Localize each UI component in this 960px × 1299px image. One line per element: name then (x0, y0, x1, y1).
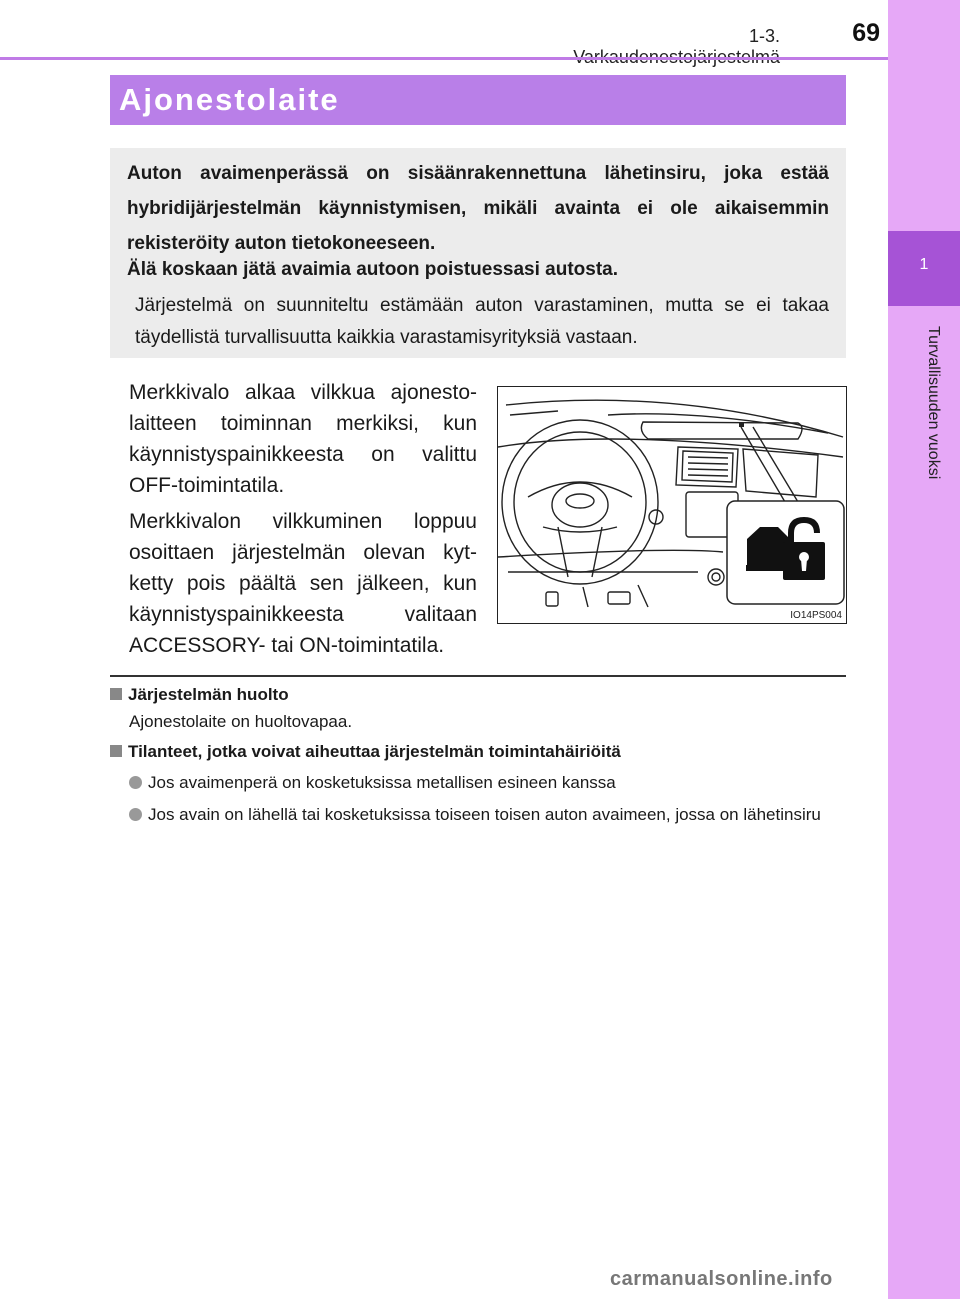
page-number: 69 (852, 19, 880, 47)
bullet-dot-icon (129, 808, 142, 821)
body-paragraph-1: Merkkivalo alkaa vilkkua ajonesto-laitteen toiminnan merkiksi, kun käynnistyspainikkeesta on valittu OFF-toimintatila. (129, 381, 477, 497)
intro-box (110, 148, 846, 358)
square-bullet-icon (110, 745, 122, 757)
list-item: Jos avaimenperä on kosketuksissa metallisen esineen kanssa (129, 771, 846, 794)
watermark: carmanualsonline.info (610, 1268, 833, 1290)
section-title-bar (110, 75, 846, 125)
chapter-sidebar (888, 0, 960, 1299)
note-text-maintenance: Ajonestolaite on huoltovapaa. (129, 712, 353, 731)
illustration-code: IO14PS004 (790, 610, 842, 621)
note-heading-malfunction: Tilanteet, jotka voivat aiheuttaa järjestelmän toimintahäiriöitä (110, 742, 621, 762)
square-bullet-icon (110, 688, 122, 700)
chapter-number: 1 (919, 256, 929, 273)
intro-paragraph: Auton avaimenperässä on sisäänrakennettuna lähetinsiru, joka estää hybridijärjestelmän käynnistymisen, mikäli avainta ei ole aikaisemmin rekisteröity auton tietokoneeseen. (127, 163, 829, 254)
list-item: Jos avain on lähellä tai kosketuksissa toiseen toisen auton avaimeen, jossa on lähetinsiru (129, 803, 846, 826)
warning-text: Älä koskaan jätä avaimia autoon poistuessasi autosta. (127, 259, 619, 280)
header-rule (0, 57, 888, 60)
section-title: Ajonestolaite (119, 82, 340, 117)
bullet-dot-icon (129, 776, 142, 789)
running-header: 1-3. (748, 26, 780, 46)
dashboard-illustration (497, 386, 847, 624)
intro-note: Järjestelmä on suunniteltu estämään auton varastaminen, mutta se ei takaa täydellistä turvallisuutta kaikkia varastamisyrityksiä vastaan. (135, 295, 829, 348)
body-paragraph-2: Merkkivalon vilkkuminen loppuu osoittaen järjestelmän olevan kyt-ketty pois päältä sen jälkeen, kun käynnistyspainikkeesta valitaan ACCESSORY- tai ON-toimintatila. (129, 510, 477, 657)
dashboard-drawing (498, 387, 845, 622)
section-divider (110, 675, 846, 677)
note-heading-maintenance: Järjestelmän huolto (110, 685, 289, 705)
chapter-title: Turvallisuuden vuoksi (925, 326, 942, 480)
